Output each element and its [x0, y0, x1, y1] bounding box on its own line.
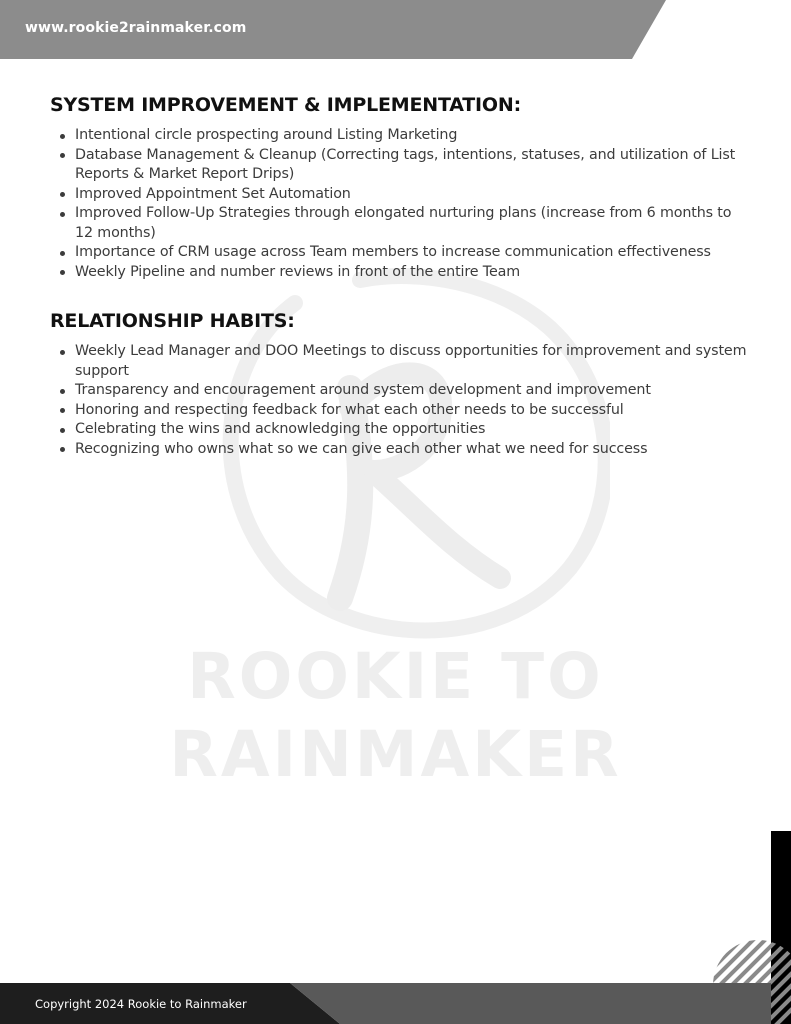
list-item [50, 185, 750, 205]
footer-copyright: Copyright 2024 Rookie to Rainmaker [35, 997, 247, 1011]
list-item-text: Honoring and respecting feedback for what each other needs to be successful [75, 401, 624, 418]
list-item-text: Celebrating the wins and acknowledging the opportunities [75, 421, 486, 437]
bullet-icon [60, 212, 65, 217]
section-relationship-habits [50, 310, 750, 459]
list-item-text: Transparency and encouragement around system development and improvement [75, 382, 651, 398]
list-item [50, 243, 750, 263]
list-item [50, 440, 750, 460]
section-title: RELATIONSHIP HABITS: [50, 310, 295, 332]
list-item [50, 342, 750, 381]
section-title: SYSTEM IMPROVEMENT & IMPLEMENTATION: [50, 94, 521, 116]
bullet-icon [60, 428, 65, 433]
document-content [50, 94, 750, 487]
bullet-icon [60, 251, 65, 256]
list-item-text: Improved Follow-Up Strategies through elongated nurturing plans (increase from 6 months to 12 months) [75, 205, 732, 241]
list-item-text: Weekly Pipeline and number reviews in front of the entire Team [75, 263, 520, 280]
bullet-icon [60, 389, 65, 394]
list-item [50, 401, 750, 421]
list-item-text: Weekly Lead Manager and DOO Meetings to discuss opportunities for improvement and system support [75, 343, 747, 379]
list-item [50, 204, 750, 243]
bullet-list [50, 126, 750, 282]
list-item-text: Recognizing who owns what so we can give each other what we need for success [75, 440, 648, 457]
list-item [50, 146, 750, 185]
bullet-icon [60, 408, 65, 413]
bullet-icon [60, 192, 65, 197]
list-item-text: Database Management & Cleanup (Correcting tags, intentions, statuses, and utilization of List Reports & Market Report Drips) [75, 146, 736, 182]
watermark-text-line2: RAINMAKER [169, 718, 622, 791]
list-item-text: Intentional circle prospecting around Listing Marketing [75, 127, 458, 143]
list-item [50, 126, 750, 146]
bullet-icon [60, 270, 65, 275]
section-system-improvement [50, 94, 750, 282]
website-url[interactable]: www.rookie2rainmaker.com [25, 20, 247, 36]
bullet-icon [60, 134, 65, 139]
list-item-text: Improved Appointment Set Automation [75, 185, 351, 202]
list-item [50, 381, 750, 401]
bullet-list [50, 342, 750, 459]
list-item [50, 420, 750, 440]
bullet-icon [60, 350, 65, 355]
list-item [50, 263, 750, 283]
list-item-text: Importance of CRM usage across Team members to increase communication effectiveness [75, 244, 711, 260]
watermark-text-line1: ROOKIE TO [187, 640, 604, 713]
bullet-icon [60, 447, 65, 452]
bullet-icon [60, 153, 65, 158]
